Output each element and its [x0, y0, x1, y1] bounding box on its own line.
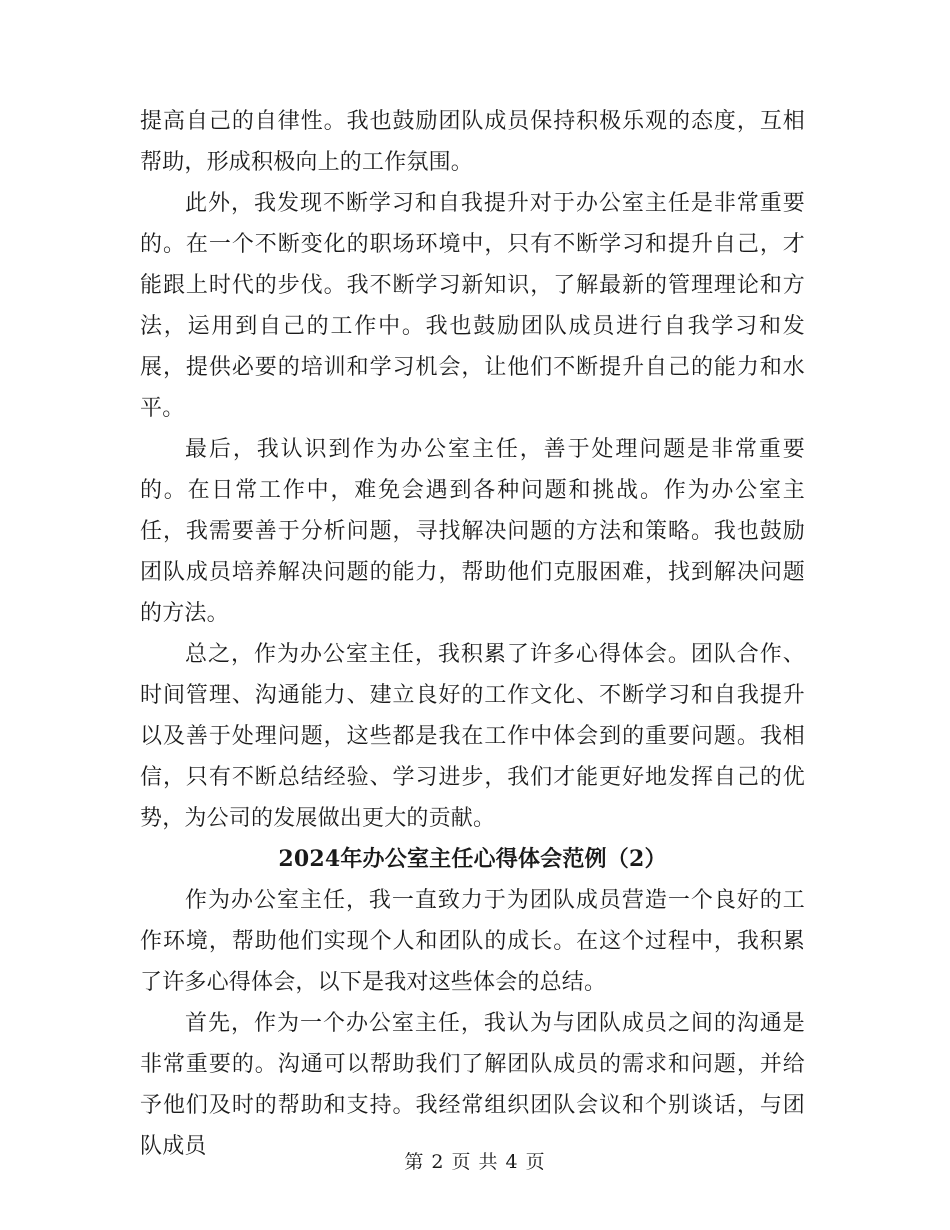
paragraph-continued: 提高自己的自律性。我也鼓励团队成员保持积极乐观的态度，互相帮助，形成积极向上的工作氛围。	[140, 109, 805, 175]
paragraph-learning: 此外，我发现不断学习和自我提升对于办公室主任是非常重要的。在一个不断变化的职场环境中，只有不断学习和提升自己，才能跟上时代的步伐。我不断学习新知识，了解最新的管理理论和方法，运用到自己的工作中。我也鼓励团队成员进行自我学习和发展，提供必要的培训和学习机会，让他们不断提升自己的能力和水平。	[140, 191, 805, 421]
paragraph-problem-solving: 最后，我认识到作为办公室主任，善于处理问题是非常重要的。在日常工作中，难免会遇到各种问题和挑战。作为办公室主任，我需要善于分析问题，寻找解决问题的方法和策略。我也鼓励团队成员培养解决问题的能力，帮助他们克服困难，找到解决问题的方法。	[140, 437, 805, 626]
paragraph-communication: 首先，作为一个办公室主任，我认为与团队成员之间的沟通是非常重要的。沟通可以帮助我们了解团队成员的需求和问题，并给予他们及时的帮助和支持。我经常组织团队会议和个别谈话，与团队成员	[140, 1011, 805, 1159]
page-number-footer: 第 2 页 共 4 页	[404, 1151, 546, 1173]
section-title: 2024年办公室主任心得体会范例（2）	[278, 846, 667, 872]
paragraph-intro: 作为办公室主任，我一直致力于为团队成员营造一个良好的工作环境，帮助他们实现个人和团队的成长。在这个过程中，我积累了许多心得体会，以下是我对这些体会的总结。	[140, 888, 805, 995]
document-body	[140, 101, 805, 1167]
paragraph-summary: 总之，作为办公室主任，我积累了许多心得体会。团队合作、时间管理、沟通能力、建立良好的工作文化、不断学习和自我提升以及善于处理问题，这些都是我在工作中体会到的重要问题。我相信，只有不断总结经验、学习进步，我们才能更好地发挥自己的优势，为公司的发展做出更大的贡献。	[140, 642, 805, 831]
